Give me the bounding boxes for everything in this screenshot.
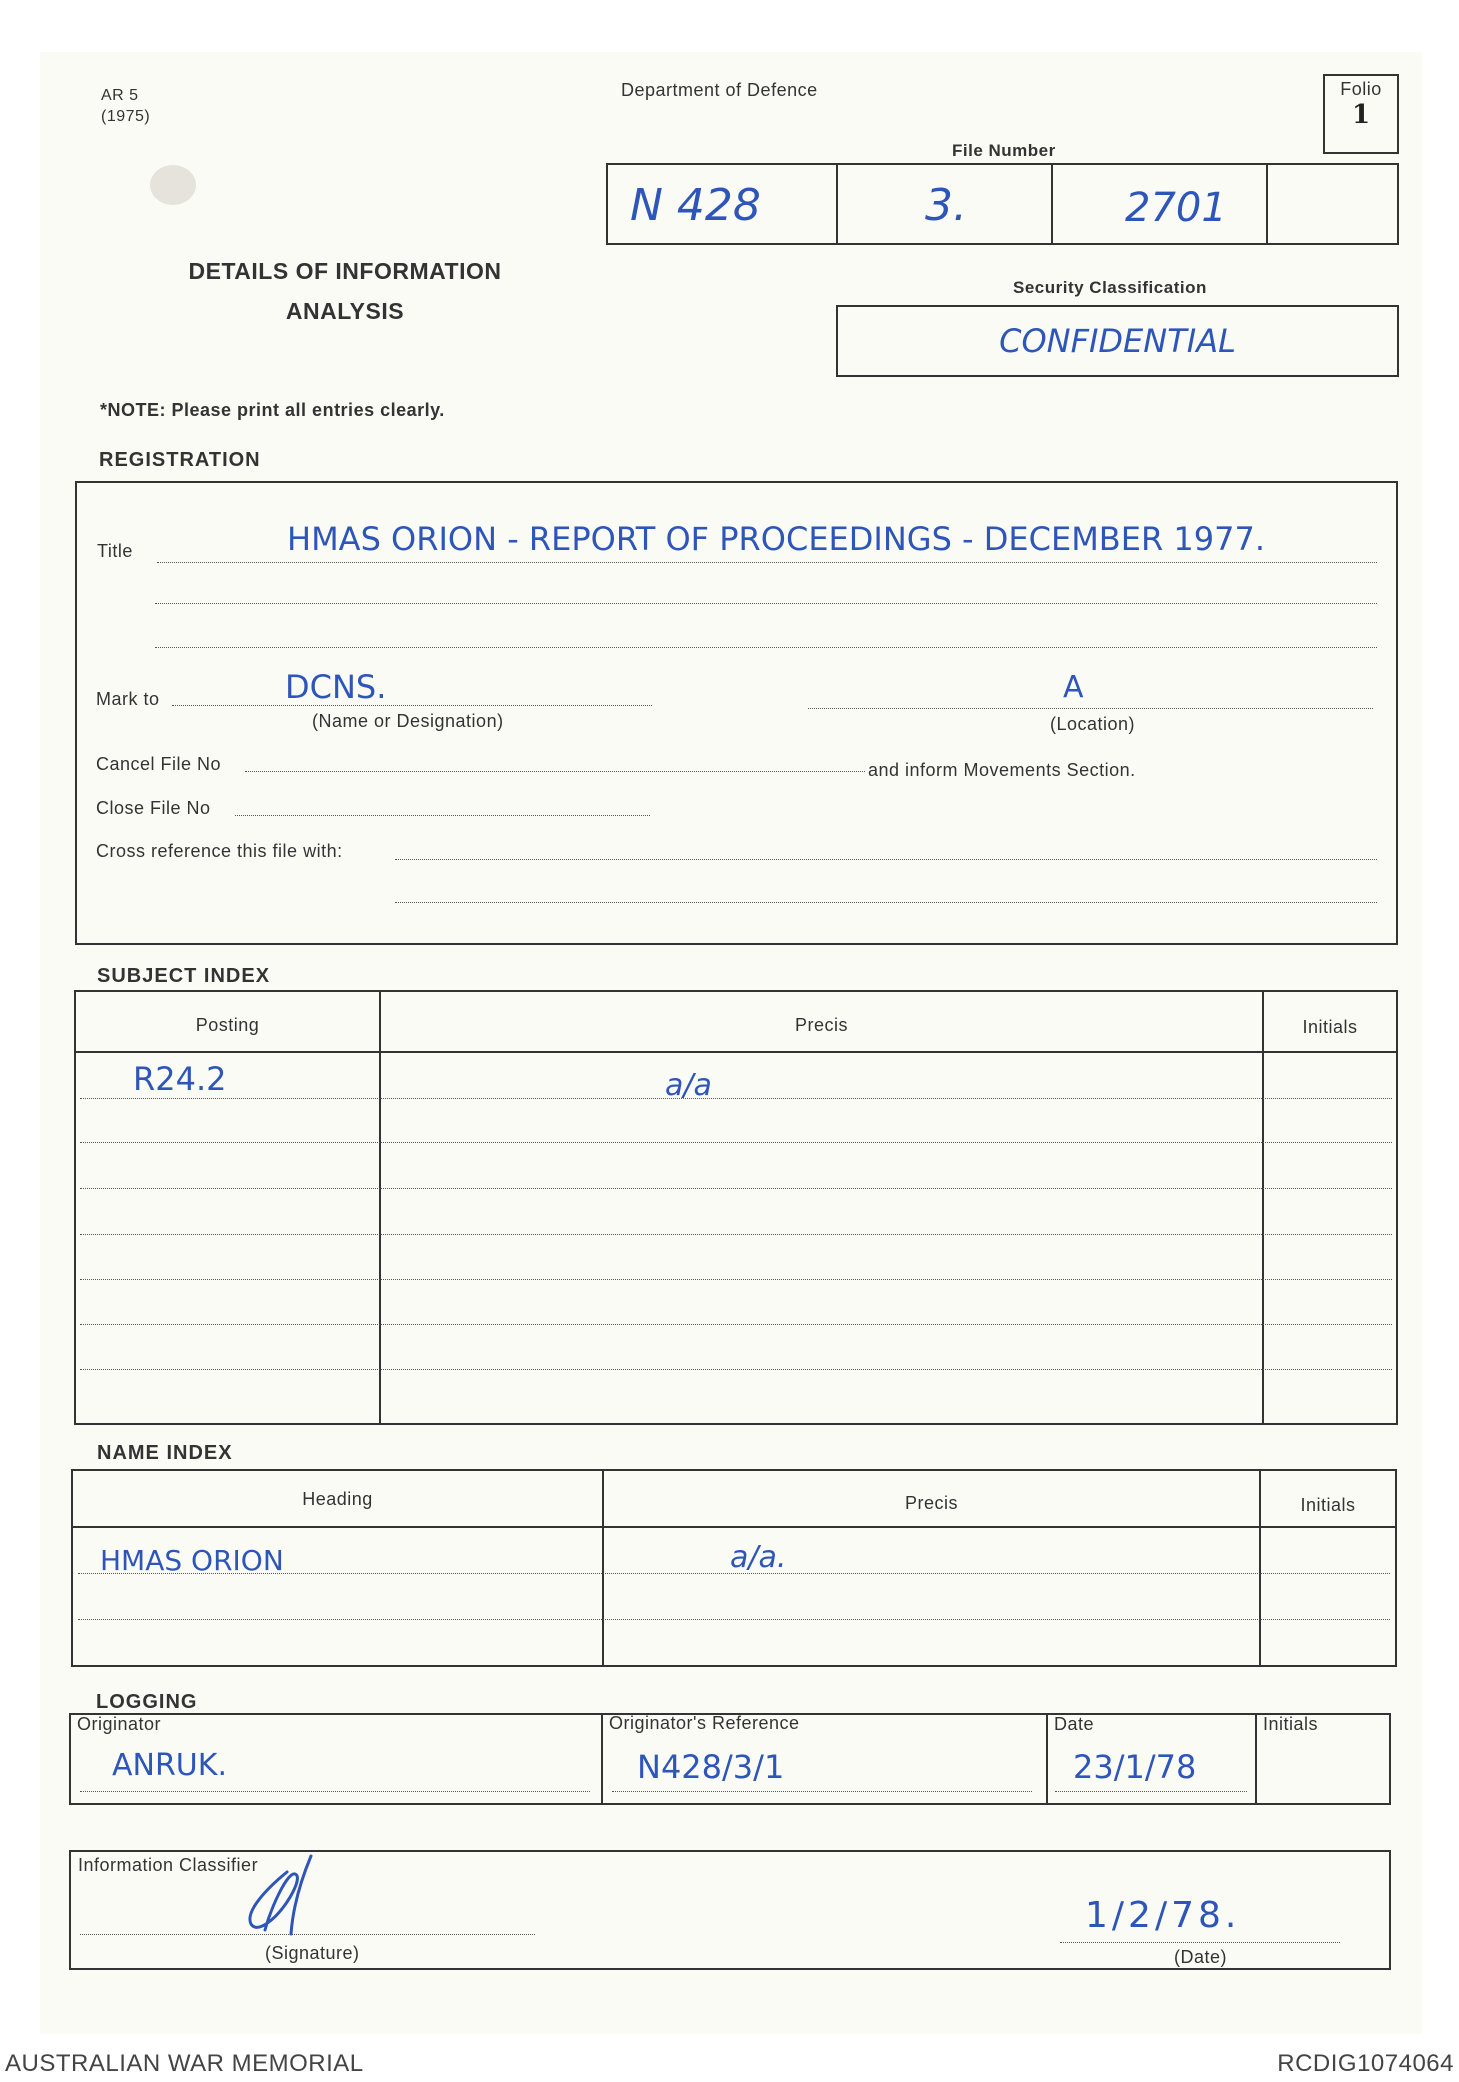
cross-reference-line-2 (395, 902, 1377, 903)
form-code: AR 5 (101, 87, 139, 104)
close-file-label: Close File No (96, 798, 211, 818)
classifier-date-line (1060, 1942, 1340, 1943)
file-number-part-2: 3. (925, 180, 967, 231)
originator-reference-label: Originator's Reference (609, 1713, 800, 1733)
classifier-label: Information Classifier (78, 1855, 259, 1875)
name-heading-value: HMAS ORION (100, 1544, 284, 1577)
file-number-divider-3 (1266, 163, 1268, 245)
mark-to-line (172, 705, 652, 706)
subject-row-line (80, 1279, 1392, 1280)
name-col-precis: Precis (904, 1493, 958, 1513)
subject-index-header-rule (74, 1051, 1398, 1053)
name-caption: (Name or Designation) (312, 711, 504, 731)
file-number-divider-2 (1051, 163, 1053, 245)
logging-date-label: Date (1054, 1714, 1095, 1734)
subject-row-line (80, 1324, 1392, 1325)
title-line-2 (155, 603, 1377, 604)
mark-to-label: Mark to (96, 689, 160, 709)
registration-heading: REGISTRATION (99, 449, 261, 471)
subject-precis-value: a/a (665, 1068, 712, 1103)
department-name: Department of Defence (621, 80, 818, 100)
close-file-line (235, 815, 650, 816)
folio-value: 1 (1351, 100, 1371, 130)
classifier-signature (235, 1850, 335, 1940)
logging-initials-label: Initials (1263, 1714, 1319, 1734)
location-line (808, 708, 1373, 709)
file-number-part-1: N 428 (630, 180, 761, 231)
originator-reference-value: N428/3/1 (637, 1748, 785, 1786)
print-note: *NOTE: Please print all entries clearly. (100, 400, 445, 420)
cross-reference-label: Cross reference this file with: (96, 841, 343, 861)
reference-line (612, 1791, 1032, 1792)
name-col-initials: Initials (1300, 1495, 1356, 1515)
subject-row-line (80, 1098, 1392, 1099)
logging-heading: LOGGING (96, 1691, 198, 1713)
signature-caption: (Signature) (265, 1943, 360, 1963)
name-precis-value: a/a. (730, 1540, 787, 1575)
form-year: (1975) (101, 108, 151, 125)
subject-posting-value: R24.2 (133, 1060, 227, 1098)
classifier-date-caption: (Date) (1174, 1947, 1228, 1967)
subject-col-posting: Posting (195, 1015, 260, 1035)
logging-col-divider-1 (601, 1713, 603, 1805)
cancel-file-line (245, 771, 865, 772)
logging-col-divider-3 (1255, 1713, 1257, 1805)
classifier-date-value: 1/2/78. (1085, 1895, 1241, 1936)
subject-index-heading: SUBJECT INDEX (97, 965, 271, 987)
title-line-1 (157, 562, 1377, 563)
form-title-line-1: DETAILS OF INFORMATION (188, 258, 502, 284)
location-caption: (Location) (1050, 714, 1136, 734)
form-title-line-2: ANALYSIS (285, 298, 405, 324)
originator-value: ANRUK. (112, 1748, 227, 1783)
subject-row-line (80, 1188, 1392, 1189)
footer-archive-name: AUSTRALIAN WAR MEMORIAL (5, 2050, 364, 2077)
name-row-line (78, 1619, 1390, 1620)
name-index-heading: NAME INDEX (97, 1442, 233, 1464)
location-value: A (1063, 670, 1084, 705)
subject-index-table (74, 990, 1398, 1425)
title-line-3 (155, 647, 1377, 648)
security-classification-value: CONFIDENTIAL (999, 322, 1236, 360)
cancel-file-label: Cancel File No (96, 754, 222, 774)
title-value: HMAS ORION - REPORT OF PROCEEDINGS - DECEMBER 1977. (287, 520, 1265, 558)
subject-row-line (80, 1234, 1392, 1235)
subject-col-initials: Initials (1302, 1017, 1358, 1037)
subject-index-col-divider-1 (379, 990, 381, 1425)
originator-line (80, 1791, 590, 1792)
cancel-file-suffix: and inform Movements Section. (868, 760, 1136, 780)
folio-box (1323, 74, 1399, 154)
cross-reference-line-1 (395, 859, 1377, 860)
folio-label: Folio (1340, 79, 1382, 99)
security-classification-label: Security Classification (1013, 278, 1207, 297)
subject-row-line (80, 1142, 1392, 1143)
file-number-part-3: 2701 (1125, 185, 1227, 231)
name-col-heading: Heading (302, 1489, 373, 1509)
stamp-mark (150, 165, 196, 205)
file-number-divider-1 (836, 163, 838, 245)
date-line (1055, 1791, 1247, 1792)
subject-row-line (80, 1369, 1392, 1370)
footer-record-id: RCDIG1074064 (1277, 2050, 1454, 2077)
title-label: Title (97, 541, 133, 561)
name-index-header-rule (71, 1526, 1397, 1528)
security-classification-box (836, 305, 1399, 377)
subject-col-precis: Precis (794, 1015, 848, 1035)
logging-col-divider-2 (1046, 1713, 1048, 1805)
mark-to-value: DCNS. (285, 668, 387, 706)
subject-index-col-divider-2 (1262, 990, 1264, 1425)
file-number-label: File Number (952, 141, 1056, 160)
originator-label: Originator (77, 1714, 162, 1734)
logging-date-value: 23/1/78 (1073, 1748, 1197, 1786)
